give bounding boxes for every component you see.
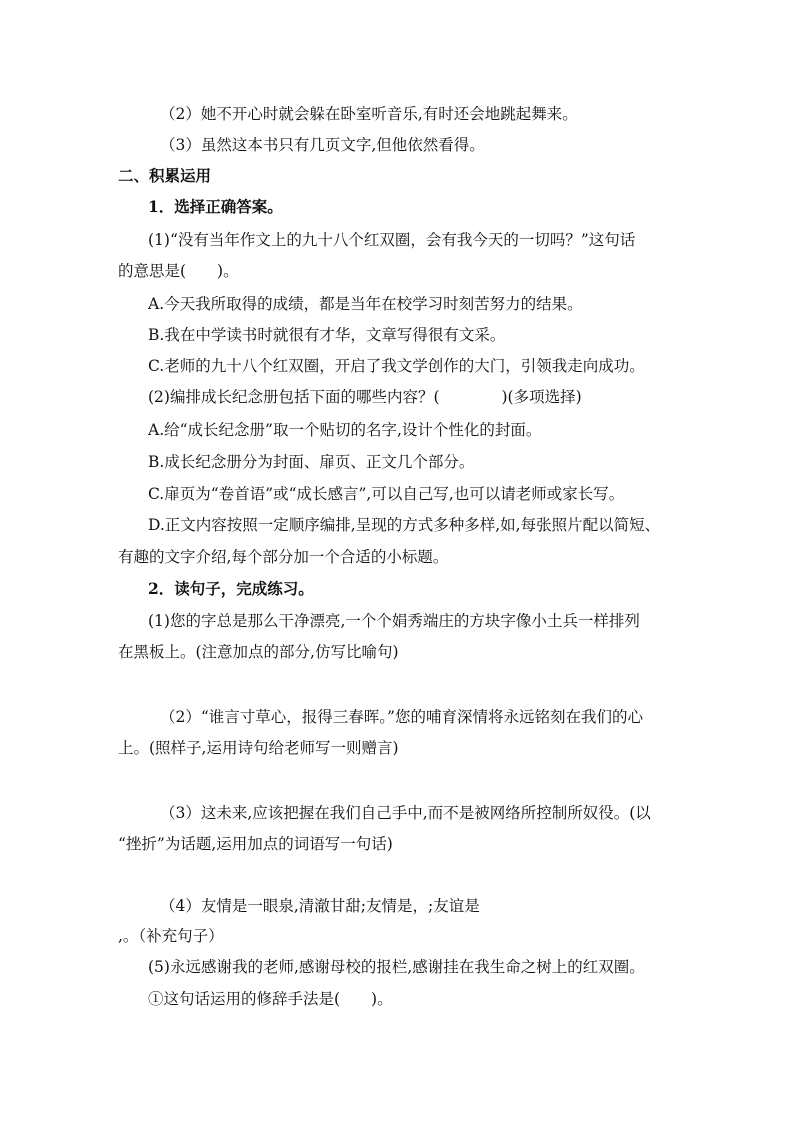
option-line: B.成长纪念册分为封面、扉页、正文几个部分。	[148, 453, 475, 471]
text-line: “挫折”为话题,运用加点的词语写一句话)	[118, 835, 393, 853]
option-line: A.给“成长纪念册”取一个贴切的名字,设计个性化的封面。	[148, 421, 542, 439]
question-heading: 2．读句子，完成练习。	[148, 579, 314, 598]
section-heading: 二、积累运用	[118, 166, 212, 185]
text-line: （2）“谁言寸草心，报得三春晖。”您的哺育深情将永远铭刻在我们的心	[160, 708, 643, 726]
text-line: 有趣的文字介绍,每个部分加一个合适的小标题。	[118, 548, 449, 566]
option-line: B.我在中学读书时就很有才华，文章写得很有文采。	[148, 326, 506, 344]
question-heading: 1．选择正确答案。	[148, 197, 283, 216]
text-line: (5)永远感谢我的老师,感谢母校的报栏,感谢挂在我生命之树上的红双圈。	[148, 958, 645, 976]
text-line: 的意思是( )。	[118, 262, 239, 280]
text-line: (1)“没有当年作文上的九十八个红双圈，会有我今天的一切吗？”这句话	[148, 231, 636, 249]
text-line: (2)编排成长纪念册包括下面的哪些内容？( )(多项选择)	[148, 388, 582, 406]
option-line: C.扉页为“卷首语”或“成长感言”,可以自己写,也可以请老师或家长写。	[148, 485, 625, 503]
text-line: 上。(照样子,运用诗句给老师写一则赠言)	[118, 739, 399, 757]
text-line: （3）这未来,应该把握在我们自己手中,而不是被网络所控制所奴役。(以	[160, 804, 651, 822]
text-line: （2）她不开心时就会躲在卧室听音乐,有时还会地跳起舞来。	[160, 105, 578, 123]
option-line: D.正文内容按照一定顺序编排,呈现的方式多种多样,如,每张照片配以简短、	[148, 516, 661, 534]
option-line: A.今天我所取得的成绩，都是当年在校学习时刻苦努力的结果。	[148, 295, 583, 313]
text-line: （4）友情是一眼泉,清澈甘甜;友情是，;友谊是	[160, 897, 480, 915]
text-line: （3）虽然这本书只有几页文字,但他依然看得。	[160, 136, 485, 154]
text-line: (1)您的字总是那么干净漂亮,一个个娟秀端庄的方块字像小土兵一样排列	[148, 612, 640, 630]
text-line: ,。（补充句子）	[118, 927, 224, 945]
text-line: 在黑板上。(注意加点的部分,仿写比喻句)	[118, 643, 399, 661]
option-line: C.老师的九十八个红双圈，开启了我文学创作的大门，引领我走向成功。	[148, 357, 645, 375]
text-line: ①这句话运用的修辞手法是( )。	[148, 990, 393, 1008]
